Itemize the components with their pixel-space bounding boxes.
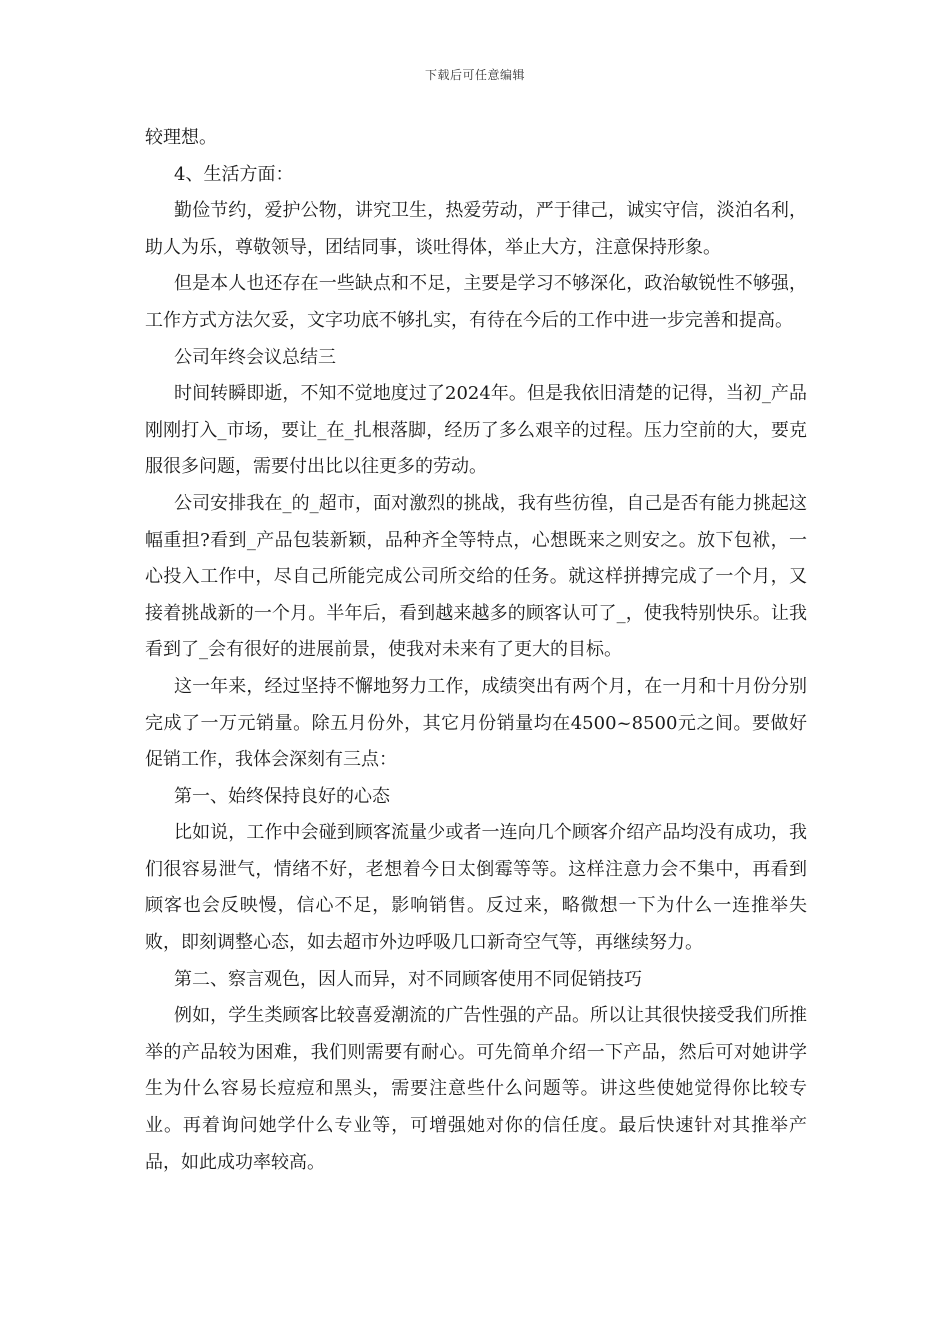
section-heading: 公司年终会议总结三 bbox=[174, 346, 336, 368]
document-body bbox=[145, 120, 807, 1181]
paragraph-6: 时间转瞬即逝，不知不觉地度过了2024年。但是我依旧清楚的记得，当初_产品刚刚打入_市场，要让_在_扎根落脚，经历了多么艰辛的过程。压力空前的大，要克服很多问题，需要付出比以往更多的劳动。 bbox=[145, 383, 807, 478]
paragraph-7: 公司安排我在_的_超市，面对激烈的挑战，我有些彷徨，自己是否有能力挑起这幅重担?看到_产品包装新颖，品种齐全等特点，心想既来之则安之。放下包袱，一心投入工作中，尽自己所能完成公司所交给的任务。就这样拼搏完成了一个月，又接着挑战新的一个月。半年后，看到越来越多的顾客认可了_，使我特别快乐。让我看到了_会有很好的进展前景，使我对未来有了更大的目标。 bbox=[145, 492, 807, 661]
paragraph-4: 但是本人也还存在一些缺点和不足，主要是学习不够深化，政治敏锐性不够强，工作方式方法欠妥，文字功底不够扎实，有待在今后的工作中进一步完善和提高。 bbox=[145, 273, 807, 331]
point-heading-2: 第二、察言观色，因人而异，对不同顾客使用不同促销技巧 bbox=[174, 968, 642, 990]
page-header: 下载后可任意编辑 bbox=[424, 68, 525, 82]
paragraph-12: 例如，学生类顾客比较喜爱潮流的广告性强的产品。所以让其很快接受我们所推举的产品较为困难，我们则需要有耐心。可先简单介绍一下产品，然后可对她讲学生为什么容易长痘痘和黑头，需要注意些什么问题等。讲这些使她觉得你比较专业。再着询问她学什么专业等，可增强她对你的信任度。最后快速针对其推举产品，如此成功率较高。 bbox=[145, 1005, 807, 1173]
paragraph-2: 4、生活方面： bbox=[174, 163, 294, 185]
paragraph-10: 比如说，工作中会碰到顾客流量少或者一连向几个顾客介绍产品均没有成功，我们很容易泄气，情绪不好，老想着今日太倒霉等等。这样注意力会不集中，再看到顾客也会反映慢，信心不足，影响销售。反过来，略微想一下为什么一连推举失败，即刻调整心态，如去超市外边呼吸几口新奇空气等，再继续努力。 bbox=[145, 822, 807, 954]
paragraph-1: 较理想。 bbox=[145, 127, 217, 148]
point-heading-1: 第一、始终保持良好的心态 bbox=[174, 785, 390, 807]
paragraph-8: 这一年来，经过坚持不懈地努力工作，成绩突出有两个月，在一月和十月份分别完成了一万元销量。除五月份外，其它月份销量均在4500~8500元之间。要做好促销工作，我体会深刻有三点： bbox=[145, 675, 807, 771]
paragraph-3: 勤俭节约，爱护公物，讲究卫生，热爱劳动，严于律己，诚实守信，淡泊名利，助人为乐，尊敬领导，团结同事，谈吐得体，举止大方，注意保持形象。 bbox=[145, 200, 807, 258]
